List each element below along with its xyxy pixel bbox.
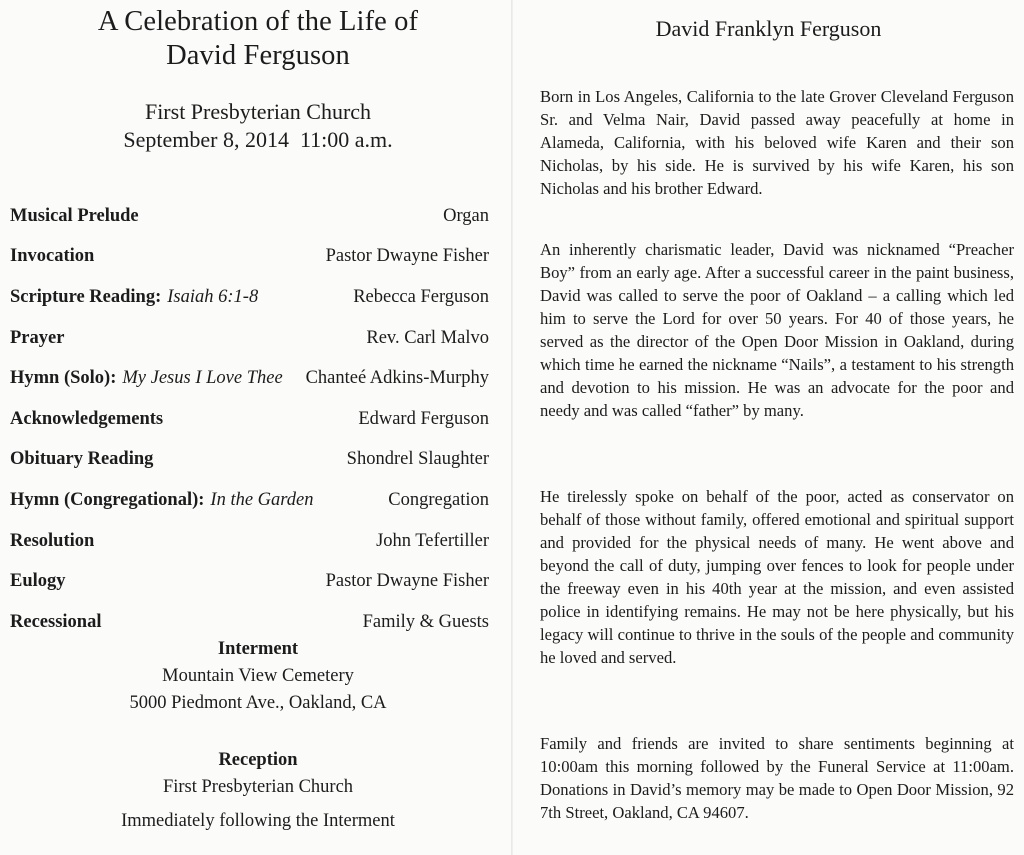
program-person: Chanteé Adkins-Murphy — [305, 368, 489, 389]
obituary-title: David Franklyn Ferguson — [655, 16, 882, 41]
program-title — [0, 5, 516, 73]
program-row — [10, 399, 489, 440]
program-item: Invocation — [10, 246, 95, 267]
reception-location: First Presbyterian Church — [162, 777, 354, 797]
program-item: Hymn (Solo): — [10, 368, 117, 389]
program-detail: My Jesus I Love Thee — [122, 368, 283, 389]
obituary-paragraph: Born in Los Angeles, California to the late Grover Cleveland Ferguson Sr. and Velma Nair, David passed away peacefully at home in Alameda, California, with his beloved wife Karen and their son Nicholas, by his side. He is survived by his wife Karen, his son Nicholas and his brother Edward. — [540, 87, 1014, 198]
program-row — [10, 358, 489, 399]
reception-timing: Immediately following the Interment — [121, 811, 395, 831]
program-row — [10, 480, 489, 521]
program-row — [10, 237, 489, 278]
interment-location: Mountain View Cemetery — [162, 666, 354, 686]
program-row — [10, 561, 489, 602]
program-detail: Isaiah 6:1-8 — [167, 286, 259, 307]
program-item: Obituary Reading — [10, 449, 154, 470]
program-person: Edward Ferguson — [358, 408, 489, 429]
program-row — [10, 440, 489, 481]
program-page — [0, 0, 511, 855]
program-item: Hymn (Congregational): — [10, 489, 205, 510]
program-item: Recessional — [10, 611, 102, 632]
program-person: Congregation — [388, 489, 489, 510]
program-person: John Tefertiller — [376, 530, 489, 551]
program-item: Prayer — [10, 327, 65, 348]
program-item: Resolution — [10, 530, 95, 551]
service-info — [0, 98, 516, 154]
order-of-service — [10, 196, 489, 643]
interment-section — [0, 636, 516, 717]
program-row — [10, 318, 489, 359]
program-person: Organ — [443, 205, 489, 226]
obituary-paragraph: He tirelessly spoke on behalf of the poor, acted as conservator on behalf of those without family, offered emotional and spiritual support and provided for the physical needs of many. He went above and beyond the call of duty, jumping over fences to look for people under the freeway even in his 40th year at the mission, and even assisted police in identifying remains. He may not be here physically, but his legacy will continue to thrive in the souls of the people and community he loved and served. — [540, 487, 1014, 667]
obituary-paragraph: Family and friends are invited to share sentiments beginning at 10:00am this morning followed by the Funeral Service at 11:00am. Donations in David’s memory may be made to Open Door Mission, 92 7th Street, Oakland, CA 94607. — [540, 734, 1014, 822]
obituary-paragraph: An inherently charismatic leader, David was nicknamed “Preacher Boy” from an early age. After a successful career in the paint business, David was called to serve the poor of Oakland – a calling which led him to serve the Lord for over 50 years. For 40 of those years, he served as the director of the Open Door Mission in Oakland, during which time he earned the nickname “Nails”, a testament to his strength and devotion to his mission. He was an advocate for the poor and needy and was called “father” by many. — [540, 240, 1014, 420]
program-row — [10, 196, 489, 237]
reception-heading: Reception — [218, 750, 298, 770]
venue: First Presbyterian Church — [144, 99, 372, 124]
program-person: Rev. Carl Malvo — [366, 327, 489, 348]
program-row — [10, 521, 489, 562]
program-person: Rebecca Ferguson — [353, 286, 489, 307]
title-line-2: David Ferguson — [166, 40, 350, 71]
program-person: Pastor Dwayne Fisher — [325, 246, 489, 267]
program-item: Musical Prelude — [10, 205, 139, 226]
program-item: Eulogy — [10, 571, 66, 592]
program-person: Shondrel Slaughter — [346, 449, 489, 470]
program-person: Pastor Dwayne Fisher — [325, 571, 489, 592]
program-person: Family & Guests — [362, 611, 489, 632]
reception-section — [0, 747, 516, 835]
program-row — [10, 277, 489, 318]
obituary-page — [513, 0, 1024, 855]
program-item: Acknowledgements — [10, 408, 164, 429]
title-line-1: A Celebration of the Life of — [97, 6, 419, 37]
interment-heading: Interment — [217, 639, 299, 659]
program-detail: In the Garden — [210, 489, 314, 510]
service-datetime: September 8, 2014 11:00 a.m. — [123, 127, 393, 152]
program-item: Scripture Reading: — [10, 286, 162, 307]
interment-address: 5000 Piedmont Ave., Oakland, CA — [129, 693, 387, 713]
